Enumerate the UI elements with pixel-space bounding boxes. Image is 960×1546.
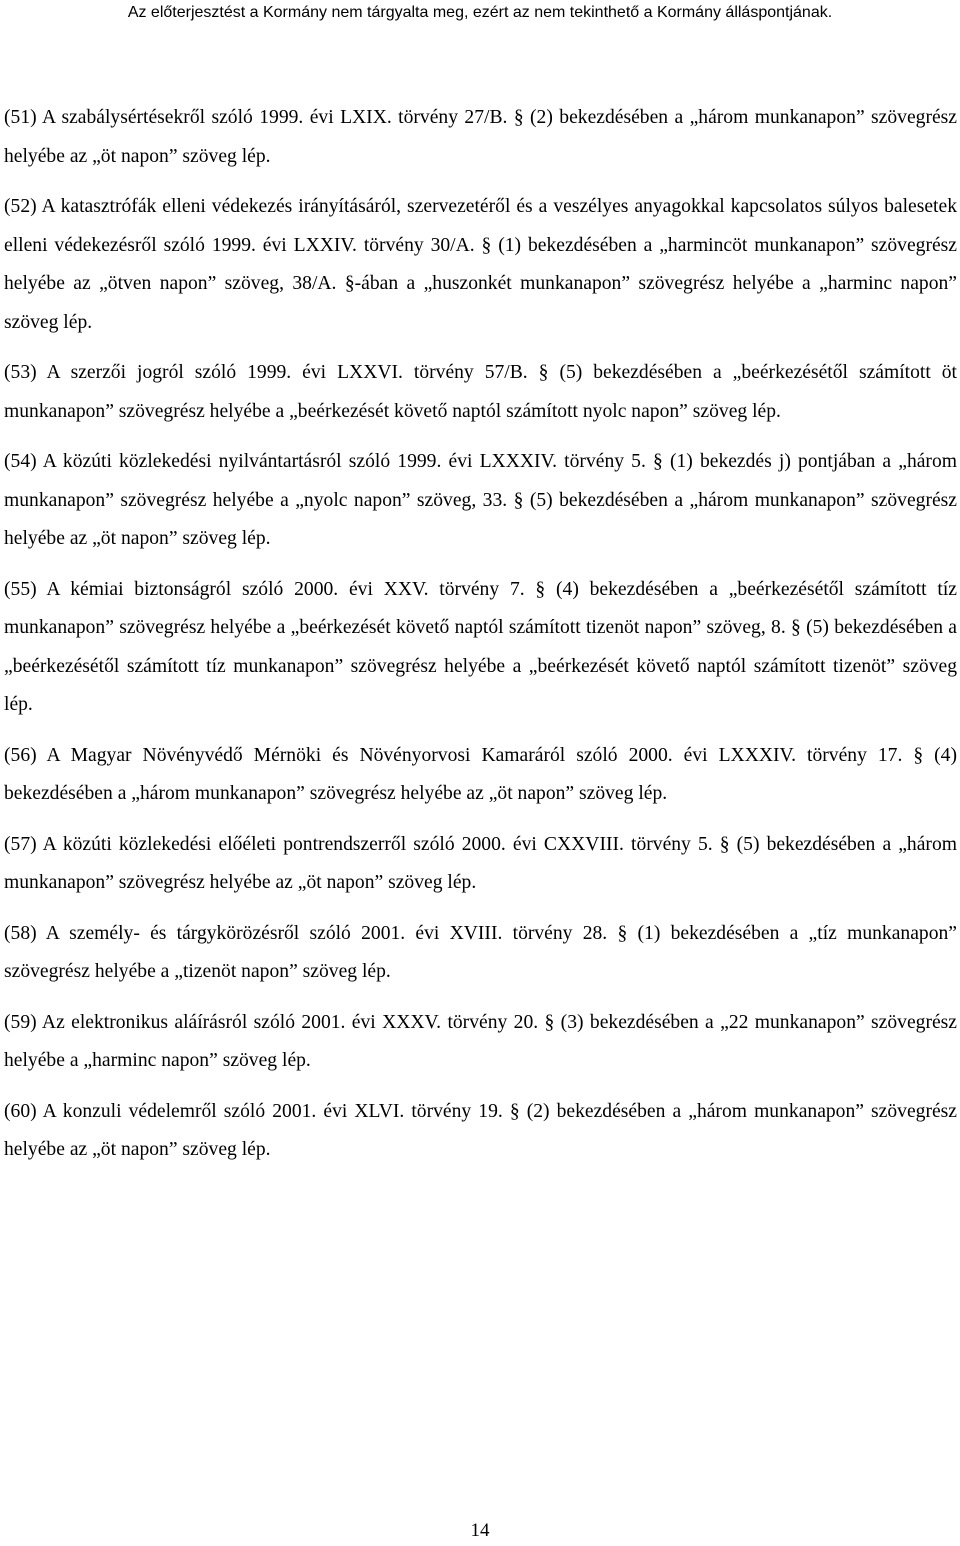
- paragraph-53: (53) A szerzői jogról szóló 1999. évi LXXVI. törvény 57/B. § (5) bekezdésében a „beérkezésétől számított öt munkanapon” szövegrész helyébe a „beérkezését követő naptól számított nyolc napon” szöveg lép.: [4, 362, 957, 422]
- paragraph-54: (54) A közúti közlekedési nyilvántartásról szóló 1999. évi LXXXIV. törvény 5. § (1) bekezdés j) pontjában a „három munkanapon” szövegrész helyébe a „nyolc napon” szöveg, 33. § (5) bekezdésében a „három munkanapon” szövegrész helyébe az „öt napon” szöveg lép.: [4, 451, 957, 549]
- paragraph-59: (59) Az elektronikus aláírásról szóló 2001. évi XXXV. törvény 20. § (3) bekezdésében a „22 munkanapon” szövegrész helyébe a „harminc napon” szöveg lép.: [4, 1011, 957, 1071]
- paragraph-52: (52) A katasztrófák elleni védekezés irányításáról, szervezetéről és a veszélyes anyagokkal kapcsolatos súlyos balesetek elleni védekezésről szóló 1999. évi LXXIV. törvény 30/A. § (1) bekezdésében a „harmincöt munkanapon” szövegrész helyébe az „ötven napon” szöveg, 38/A. §-ában a „huszonkét munkanapon” szövegrész helyébe a „harminc napon” szöveg lép.: [4, 196, 957, 333]
- paragraph-56: (56) A Magyar Növényvédő Mérnöki és Növényorvosi Kamaráról szóló 2000. évi LXXXIV. törvény 17. § (4) bekezdésében a „három munkanapon” szövegrész helyébe az „öt napon” szöveg lép.: [4, 744, 957, 804]
- paragraph-57: (57) A közúti közlekedési előéleti pontrendszerről szóló 2000. évi CXXVIII. törvény 5. § (5) bekezdésében a „három munkanapon” szövegrész helyébe az „öt napon” szöveg lép.: [4, 833, 957, 893]
- paragraph-58: (58) A személy- és tárgykörözésről szóló 2001. évi XVIII. törvény 28. § (1) bekezdésében a „tíz munkanapon” szövegrész helyébe a „tizenöt napon” szöveg lép.: [4, 922, 957, 982]
- page-header-notice: Az előterjesztést a Kormány nem tárgyalta meg, ezért az nem tekinthető a Kormány álláspontjának.: [127, 4, 833, 21]
- paragraph-51: (51) A szabálysértésekről szóló 1999. évi LXIX. törvény 27/B. § (2) bekezdésében a „három munkanapon” szövegrész helyébe az „öt napon” szöveg lép.: [4, 107, 957, 167]
- document-body: [4, 99, 957, 1182]
- paragraph-60: (60) A konzuli védelemről szóló 2001. évi XLVI. törvény 19. § (2) bekezdésében a „három munkanapon” szövegrész helyébe az „öt napon” szöveg lép.: [4, 1100, 957, 1160]
- paragraph-55: (55) A kémiai biztonságról szóló 2000. évi XXV. törvény 7. § (4) bekezdésében a „beérkezésétől számított tíz munkanapon” szövegrész helyébe a „beérkezését követő naptól számított tizenöt napon” szöveg, 8. § (5) bekezdésében a „beérkezésétől számított tíz munkanapon” szövegrész helyébe a „beérkezését követő naptól számított tizenöt” szöveg lép.: [4, 578, 957, 715]
- page-number: 14: [470, 1520, 490, 1541]
